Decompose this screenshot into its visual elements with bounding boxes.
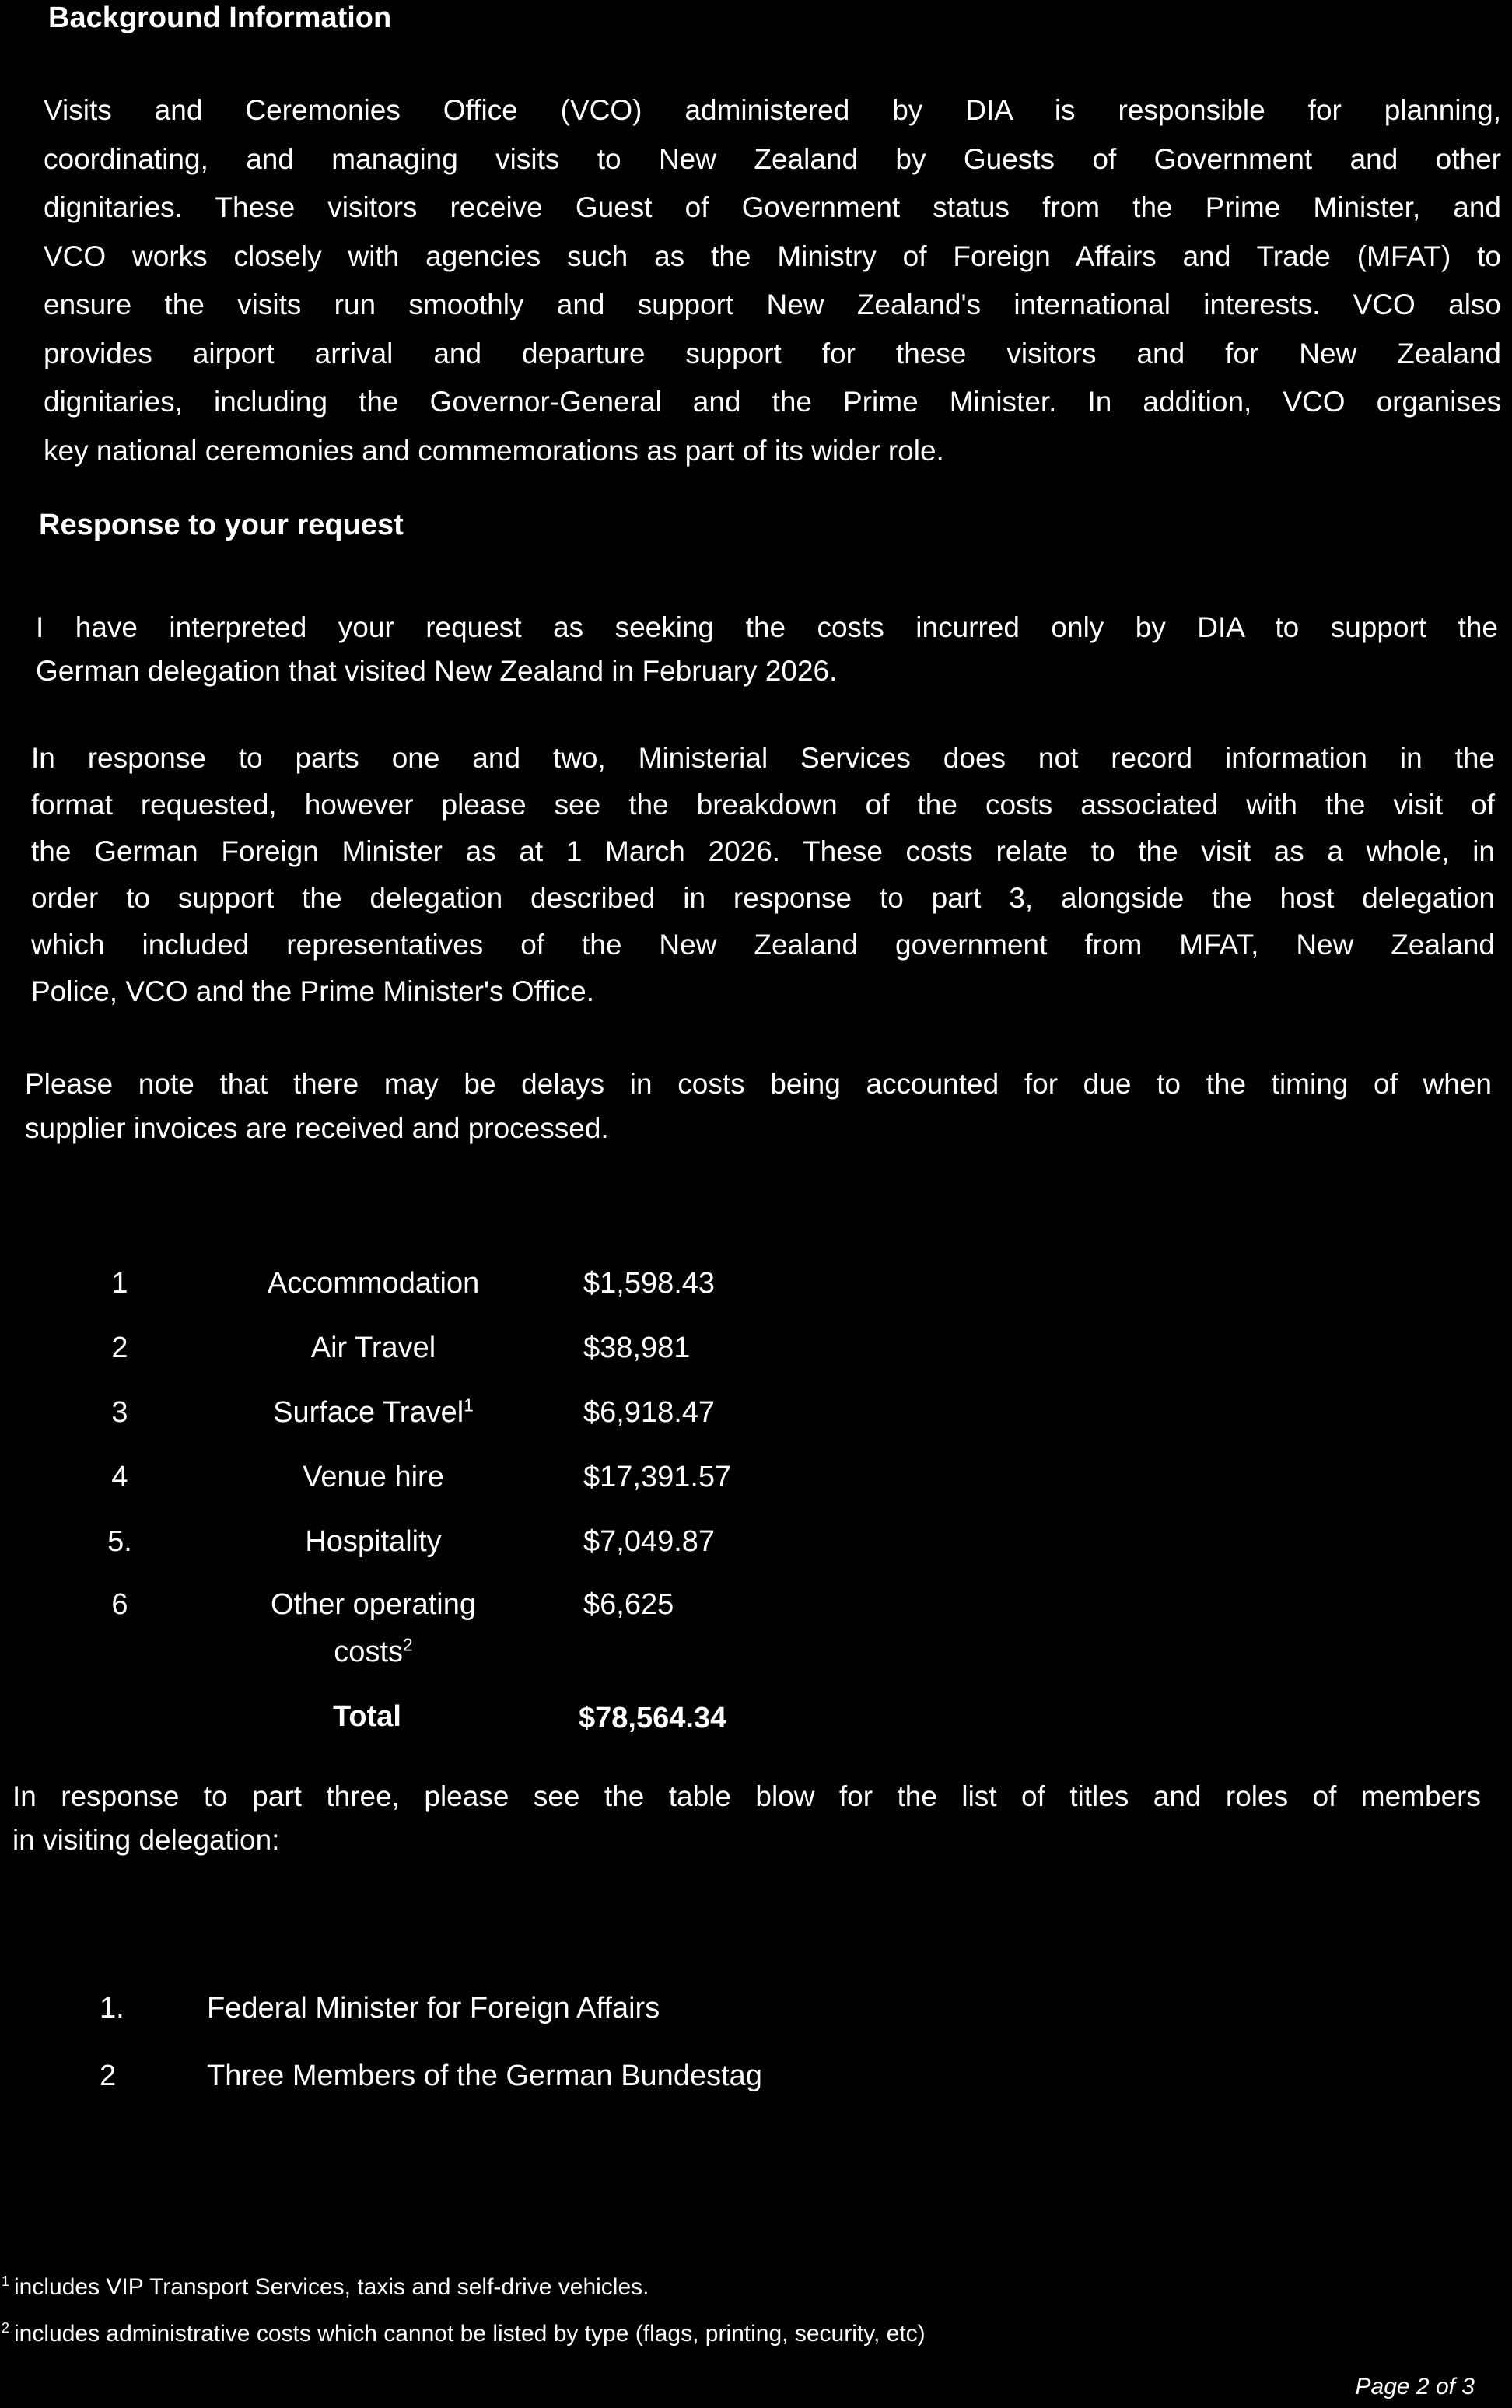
footnote-ref: 2 [403, 1634, 413, 1655]
member-number: 2 [100, 2060, 117, 2092]
row-number: 4 [111, 1461, 128, 1493]
text-line: German delegation that visited New Zealand in February 2026. [36, 655, 838, 687]
row-item [305, 1524, 441, 1559]
row-amount: $1,598.43 [583, 1267, 716, 1300]
row-number: 1 [111, 1267, 128, 1300]
text-line: I have interpreted your request as seeking the costs incurred only by DIA to support the [36, 611, 1498, 643]
text-line: the German Foreign Minister as at 1 March 2026. These costs relate to the visit as a whole, in [31, 835, 1495, 867]
footnote-mark: 2 [2, 2320, 10, 2336]
text-line: In response to part three, please see the table blow for the list of titles and roles of members [12, 1780, 1481, 1812]
footnote-text: includes administrative costs which cannot be listed by type (flags, printing, security, etc) [14, 2321, 926, 2347]
text-line: order to support the delegation described in response to part 3, alongside the host delegation [31, 882, 1495, 914]
row-amount: $6,625 [583, 1588, 674, 1621]
text-line: which included representatives of the New Zealand government from MFAT, New Zealand [31, 929, 1495, 961]
row-item [273, 1395, 474, 1430]
footnote [2, 2320, 926, 2348]
member-title: Federal Minister for Foreign Affairs [207, 1992, 660, 2025]
text-line: dignitaries. These visitors receive Guest of Government status from the Prime Minister, and [44, 191, 1501, 223]
row-amount: $6,918.47 [583, 1396, 716, 1429]
item-label: costs [334, 1636, 404, 1668]
row-item [271, 1587, 476, 1622]
row-number: 2 [111, 1332, 128, 1364]
footnote-ref: 1 [464, 1395, 474, 1416]
text-line: key national ceremonies and commemorations as part of its wider role. [44, 434, 944, 467]
item-label: Air Travel [310, 1332, 436, 1364]
row-amount: $7,049.87 [583, 1525, 716, 1558]
text-line: supplier invoices are received and processed. [25, 1112, 609, 1144]
item-label: Venue hire [303, 1461, 444, 1493]
row-number: 3 [111, 1396, 128, 1429]
item-label: Accommodation [267, 1267, 480, 1300]
page-number: Page 2 of 3 [1355, 2374, 1475, 2399]
item-label: Hospitality [305, 1525, 442, 1558]
member-title: Three Members of the German Bundestag [207, 2060, 762, 2092]
text-line: Visits and Ceremonies Office (VCO) administered by DIA is responsible for planning, [44, 94, 1501, 126]
row-item [311, 1331, 436, 1365]
background-heading: Background Information [48, 2, 392, 34]
text-line: provides airport arrival and departure support for these visitors and for New Zealand [44, 337, 1501, 369]
text-line: coordinating, and managing visits to New Zealand by Guests of Government and other [44, 142, 1501, 175]
footnote-mark: 1 [2, 2273, 10, 2289]
footnote-text: includes VIP Transport Services, taxis and self-drive vehicles. [14, 2274, 649, 2300]
row-amount: $17,391.57 [583, 1461, 732, 1493]
text-line: VCO works closely with agencies such as the Ministry of Foreign Affairs and Trade (MFAT) to [44, 240, 1501, 272]
text-line: format requested, however please see the breakdown of the costs associated with the visit of [31, 789, 1495, 821]
item-label: Other operating [270, 1588, 477, 1621]
row-number: 6 [111, 1588, 128, 1621]
total-amount: $78,564.34 [579, 1702, 727, 1734]
text-line: In response to parts one and two, Ministerial Services does not record information in the [31, 742, 1495, 774]
row-item [268, 1266, 479, 1300]
row-amount: $38,981 [583, 1332, 691, 1364]
member-number: 1. [100, 1992, 124, 2025]
item-label: Surface Travel [273, 1396, 464, 1429]
row-item [303, 1460, 444, 1494]
text-line: Police, VCO and the Prime Minister's Office. [31, 975, 595, 1007]
row-number: 5. [107, 1525, 132, 1558]
footnote [2, 2273, 649, 2301]
text-line: Please note that there may be delays in costs being accounted for due to the timing of when [25, 1068, 1492, 1100]
text-line: ensure the visits run smoothly and support New Zealand's international interests. VCO also [44, 289, 1501, 320]
row-item-continued [334, 1635, 412, 1669]
total-label: Total [333, 1700, 401, 1733]
text-line: dignitaries, including the Governor-General and the Prime Minister. In addition, VCO organises [44, 386, 1501, 418]
text-line: in visiting delegation: [12, 1824, 280, 1856]
response-heading: Response to your request [39, 509, 404, 541]
